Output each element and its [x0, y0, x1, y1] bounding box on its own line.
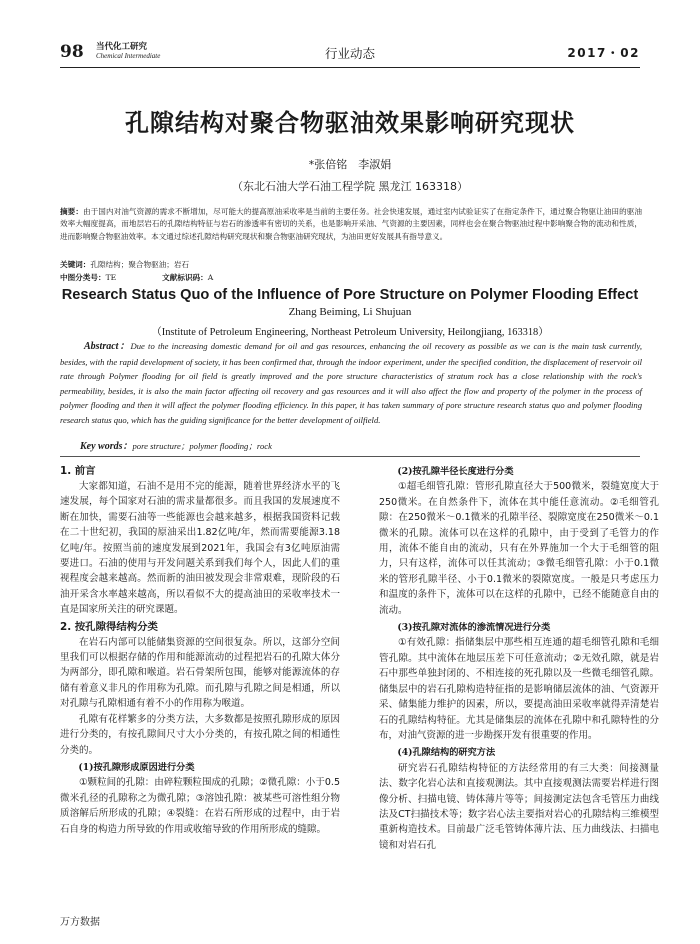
keywords-cn-text: 孔隙结构；聚合物驱油；岩石	[90, 260, 190, 269]
classification	[60, 272, 213, 284]
authors-en: Zhang Beiming, Li Shujuan	[288, 306, 412, 318]
section-heading: 1. 前言	[60, 465, 96, 477]
affiliation-cn: （东北石油大学石油工程学院 黑龙江 163318）	[232, 180, 468, 193]
paragraph: 研究岩石孔隙结构特征的方法经常用的有三大类：间接测量法、数字化岩心法和直接观测法。其中直接观测法需要岩样进行图像分析、扫描电镜、铸体薄片等等；间接测定法包含毛管压力曲线法及CT扫描技术等；数字岩心法主要指对岩心的孔隙结构三维模型重新构造技术。目前最广泛毛管铸体薄片法、压力曲线法、扫描电镜和对岩石孔	[379, 762, 659, 851]
paragraph: ①颗粒间的孔隙：由碎粒颗粒围成的孔隙；②微孔隙：小于0.5微米孔径的孔隙称之为微孔隙；③溶蚀孔隙：被某些可溶性组分物质溶解后所形成的孔隙；④裂缝：在岩石所形成的过程中，由于岩石自身的构造力所导致的作用或收缩导致的作用所形成的缝隙。	[60, 777, 340, 835]
paragraph: ①有效孔隙：指储集层中那些相互连通的超毛细管孔隙和毛细管孔隙。其中流体在地层压差下可任意流动；②无效孔隙，就是岩石中那些单独封闭的、不相连接的死孔隙以及一些微毛细管孔隙。储集层中的岩石孔隙构造特征指的是影响储层流体的油、气资源开采、储集能力维护的因素，所以，要提高油田采收率就得弄清楚岩石的孔隙结构特征。尤其是储集层的流体在孔隙中和孔隙特性的分布，对油气资源的进一步勘探开发有很重要的作用。	[379, 637, 659, 741]
paragraph: 孔隙有花样繁多的分类方法，大多数都是按照孔隙形成的原因进行分类的，有按孔隙间尺寸大小分类的，有按孔隙之间的相通性分类的。	[60, 713, 340, 756]
keywords-en-text: pore structure；polymer flooding；rock	[132, 441, 272, 451]
article-title-en: Research Status Quo of the Influence of Pore Structure on Polymer Flooding Effect	[61, 287, 639, 303]
header-rule	[60, 67, 640, 68]
body-rule	[60, 456, 640, 457]
clc-value: TE	[105, 273, 117, 282]
section-heading: 2. 按孔隙得结构分类	[60, 620, 158, 633]
clc-label: 中图分类号：	[60, 273, 106, 282]
authors-cn: *张倍铭 李淑娟	[308, 158, 392, 171]
journal-name-en: Chemical Intermediate	[96, 52, 161, 60]
footer-watermark: 万方数据	[60, 917, 100, 928]
paragraph: ①超毛细管孔隙：管形孔隙直径大于500微米，裂缝宽度大于250微米。在自然条件下，流体在其中能任意流动。②毛细管孔隙：在250微米～0.1微米的孔隙半径、裂隙宽度在250微米～0.1微米的孔隙。流体可以在这样的孔隙中，由于受到了毛管力的作用，流体不能自由的流动，只有在外界施加一个大于毛细管的阻力，只有这样，流体可以任其流动；③微毛细管孔隙：小于0.1微米的管形孔隙半径、小于0.1微米的裂隙宽度。一般是只考虑压力和温度的条件下，流体可以在这样的孔隙中，已经不能随意自由的流动。	[379, 481, 659, 616]
doc-code-label: 文献标识码：	[162, 273, 208, 282]
article-title-cn: 孔隙结构对聚合物驱油效果影响研究现状	[125, 109, 575, 137]
abstract-en-label: Abstract：	[84, 341, 131, 352]
affiliation-en: （Institute of Petroleum Engineering, Northeast Petroleum University, Heilongjiang, 163318）	[151, 327, 549, 338]
abstract-cn-label: 摘要：	[60, 207, 83, 216]
keywords-en-label: Key words：	[80, 441, 133, 452]
page-number: 98	[60, 42, 84, 62]
abstract-cn	[60, 206, 642, 243]
journal-name-cn: 当代化工研究	[96, 42, 148, 52]
abstract-en	[60, 339, 642, 427]
subsection-heading: (3)按孔隙对流体的渗流情况进行分类	[397, 622, 551, 634]
subsection-heading: (2)按孔隙半径长度进行分类	[397, 466, 514, 477]
paragraph: 在岩石内部可以能储集资源的空间很复杂。所以，这部分空间里我们可以根据存储的作用和能源流动的过程把岩石的孔隙大体分为两部分，即孔隙和喉道。岩石骨架所包围，能够对能源流体的存储有着意义非凡的作用称为孔隙。而孔隙与孔隙之间是相通，所以对孔隙与孔隙相通有着不小的作用称为喉道。	[60, 636, 340, 710]
subsection-heading: (4)孔隙结构的研究方法	[397, 747, 496, 759]
abstract-cn-text: 由于国内对油气资源的需求不断增加，尽可能大的提高原油采收率是当前的主要任务。社会快速发展，通过室内试验证实了在指定条件下，通过聚合物驱让油田的驱油效率大幅度提高，而地层岩石的孔隙结构特征与岩石的渗透率有密切的关系，也是影响开采油、气资源的主要因素，同样也会在聚合物驱油过程中影响聚合物的流动和性质，进而影响聚合物驱油效率。本文通过综述孔隙结构研究现状和聚合物驱油研究现状，为油田更好发展具有指导意义。	[60, 207, 642, 241]
abstract-en-text: Due to the increasing domestic demand for oil and gas resources, enhancing the oil recovery as possible as we can is the main task currently, besides, with the rapid development of society, it has been confirmed that, through the indoor experiment, under the specified condition, the displacement of reservoir oil rate through Polymer flooding for oil field is greatly improved and the pore structure characteristics of stratum rock has a close relationship with the rock's permeability, besides, it is also the main factor affecting oil recovery and gas resources and it will also affect the flow and property of the polymer in the process of polymer flooding and then it will affect the polymer flooding efficiency. In this paper, it has taken summary of pore structure research status quo and polymer flooding research status quo, which has the guiding significance for the better development of oilfield.	[60, 341, 642, 425]
keywords-cn-label: 关键词：	[60, 260, 91, 269]
doc-code-value: A	[207, 273, 214, 282]
paragraph: 大家都知道，石油不是用不完的能源，随着世界经济水平的飞速发展，每个国家对石油的需求量都很多。而且我国的发展速度不断在加快，需要石油等一些能源也会越来越多，根据我国资料记载在二十世纪初，我国的原油采出1.82亿吨/年，然而需要能源3.18亿吨/年。按照当前的速度发展到2021年，我国会有3亿吨原油需要进口。石油的使用与开发问题关系到我们每个人，因此人们的重视程度会越来越高。然而新的油田被发现会非常艰难，现阶段的石油开采含水率越来越高，所以看似不大的提高油田的采收率技术一直是国家所关注的研究课题。	[60, 481, 340, 616]
subsection-heading: (1)按孔隙形成原因进行分类	[78, 761, 195, 773]
keywords-en	[80, 437, 640, 452]
issue-label: 2017・02	[567, 46, 640, 60]
keywords-cn	[60, 259, 189, 271]
left-column	[60, 462, 340, 837]
page-header	[60, 40, 640, 66]
section-name: 行业动态	[324, 46, 375, 61]
right-column	[379, 462, 659, 853]
